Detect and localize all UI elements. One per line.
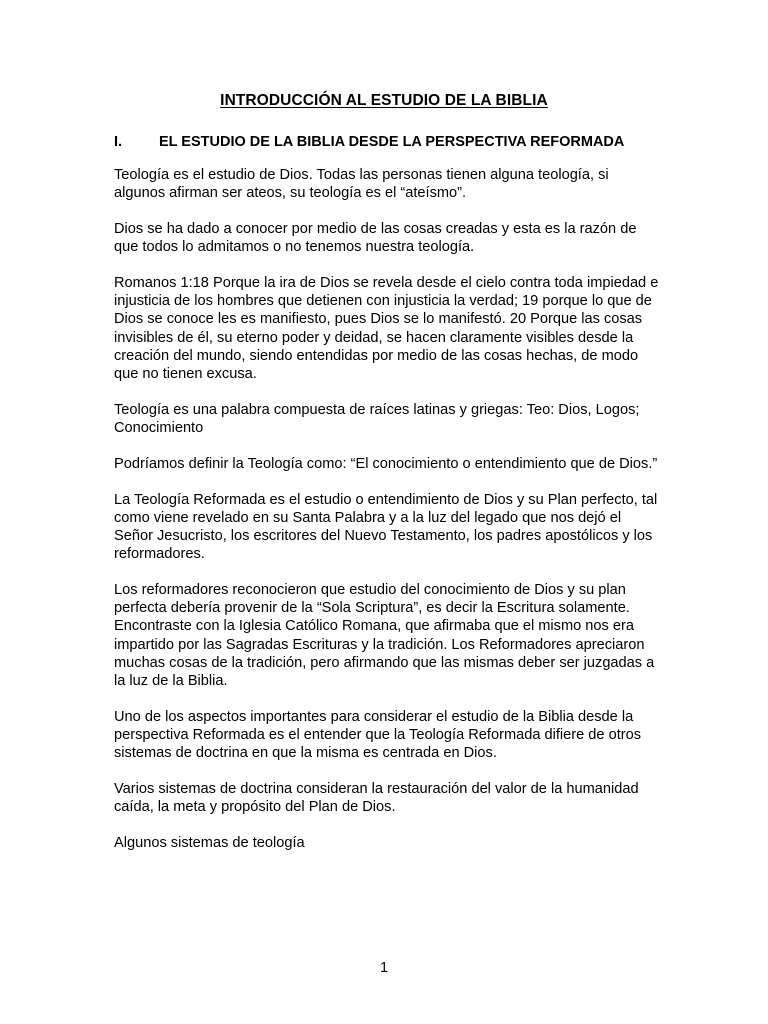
paragraph: La Teología Reformada es el estudio o entendimiento de Dios y su Plan perfecto, tal como viene revelado en su Santa Palabra y a la luz del legado que nos dejó el Señor Jesucristo, los escritores del Nuevo Testamento, los padres apostólicos y los reformadores. bbox=[114, 491, 658, 563]
paragraph: Podríamos definir la Teología como: “El conocimiento o entendimiento que de Dios.” bbox=[114, 455, 658, 472]
paragraph: Varios sistemas de doctrina consideran la restauración del valor de la humanidad caída, la meta y propósito del Plan de Dios. bbox=[114, 781, 639, 816]
document-body bbox=[114, 166, 662, 870]
paragraph: Algunos sistemas de teología bbox=[114, 835, 305, 852]
paragraph: Romanos 1:18 Porque la ira de Dios se revela desde el cielo contra toda impiedad e injusticia de los hombres que detienen con injusticia la verdad; 19 porque lo que de Dios se conoce les es manifiesto, pues Dios se lo manifestó. 20 Porque las cosas invisibles de él, su eterno poder y deidad, se hacen claramente visibles desde la creación del mundo, siendo entendidas por medio de las cosas hechas, de modo que no tienen excusa. bbox=[114, 275, 659, 383]
paragraph: Los reformadores reconocieron que estudio del conocimiento de Dios y su plan perfecta debería provenir de la “Sola Scriptura”, es decir la Escritura solamente. Encontraste con la Iglesia Católico Romana, que afirmaba que el mismo nos era impartido por las Sagradas Escrituras y la tradición. Los Reformadores apreciaron muchas cosas de la tradición, pero afirmando que las mismas deber ser juzgadas a la luz de la Biblia. bbox=[114, 582, 655, 690]
paragraph: Teología es una palabra compuesta de raíces latinas y griegas: Teo: Dios, Logos; Conocimiento bbox=[114, 401, 640, 437]
section-heading-text: EL ESTUDIO DE LA BIBLIA DESDE LA PERSPECTIVA REFORMADA bbox=[159, 134, 625, 150]
document-title: INTRODUCCIÓN AL ESTUDIO DE LA BIBLIA bbox=[220, 92, 548, 109]
paragraph: Dios se ha dado a conocer por medio de las cosas creadas y esta es la razón de que todos lo admitamos o no tenemos nuestra teología. bbox=[114, 221, 637, 256]
paragraph: Uno de los aspectos importantes para considerar el estudio de la Biblia desde la perspectiva Reformada es el entender que la Teología Reformada difiere de otros sistemas de doctrina en que la misma es centrada en Dios. bbox=[114, 708, 642, 762]
page-number: 1 bbox=[379, 960, 389, 976]
paragraph: Teología es el estudio de Dios. Todas las personas tienen alguna teología, si algunos afirman ser ateos, su teología es el “ateísmo”. bbox=[114, 167, 609, 202]
section-heading bbox=[114, 134, 624, 150]
section-number: I. bbox=[114, 134, 123, 150]
